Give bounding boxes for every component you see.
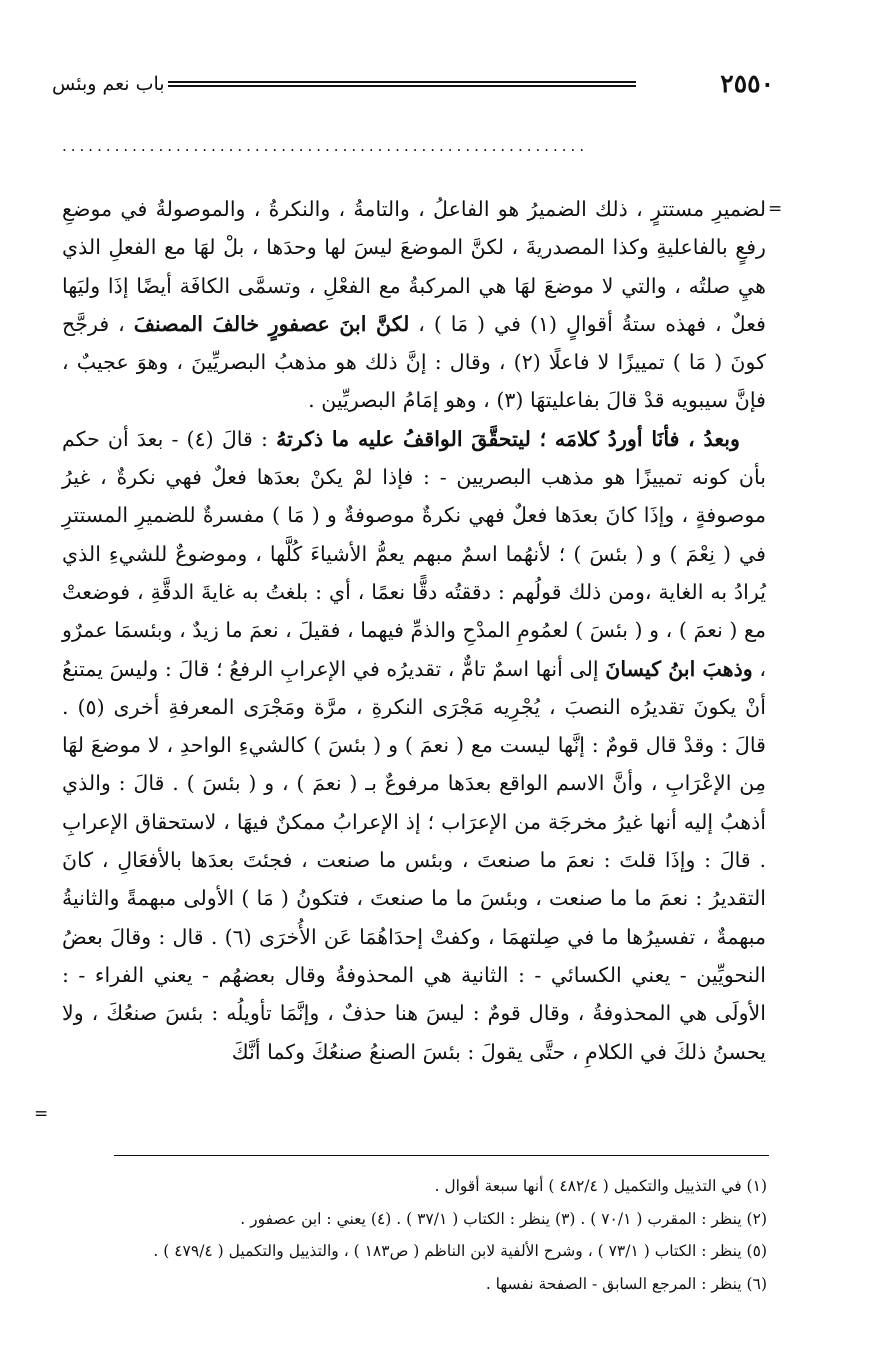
paragraph (62, 420, 766, 1071)
bold-text: وبعدُ ، فأنَا أوردُ كلامَه ؛ ليتحقَّقَ الواقفُ عليه ما ذكرتهُ (276, 426, 740, 451)
footnote: (١) في التذييل والتكميل ( ٤٨٢/٤ ) أنها سبعة أقوال . (434, 1177, 767, 1195)
page-number: ٢٥٥٠ (720, 69, 774, 98)
text-segment: - بعدَ أن حكم بأن كونه تمييزًا هو مذهب البصريين - : فإذا لمْ يكنْ بعدَها فعلٌ فهي نكرةٌ ، غيرُ موصوفةٍ ، وإذَا كانَ بعدَها فعلٌ فهي نكرةٌ موصوفةٌ و ( مَا ) مفسرةٌ للضميرِ المستترِ في ( نِعْمَ ) و ( بئسَ ) ؛ لأنهُما اسمٌ مبهم يعمُّ الأشياءَ كُلَّها ، وموضوعٌ للشيءِ الذي يُرادُ به الغاية ،ومن ذلك قولُهم : دققتُه دقًّا نعمًا ، أي : بلغتُ به غايةَ الدقَّةِ ، فوضعتْ مع ( نعمَ ) ، و ( بئسَ ) لعمُومِ المدْحِ والذمِّ فيهما ، فقيلَ ، نعمَ ما زيدٌ ، وبئسمَا عمرٌو ، (62, 426, 766, 681)
footnote: (٥) ينظر : الكتاب ( ٧٣/١ ) ، وشرح الألفية لابن الناظم ( ص١٨٣ ) ، والتذييل والتكميل ( ٤٧٩/٤ ) . (153, 1242, 767, 1260)
chapter-title: باب نعم وبئس (52, 73, 165, 95)
text-segment: (٥) (77, 694, 105, 719)
text-segment: (٤) (186, 426, 214, 451)
text-segment: ، وهو إمَامُ البصريِّين . (308, 388, 497, 413)
text-segment: . قالَ : وقدْ قال قومٌ : إنَّها ليست مع ( نعمَ ) و ( بئسَ ) كالشيءِ الواحدِ ، لا موضعَ لهَا مِن الإعْرَابِ ، وأنَّ الاسم الواقع بعدَها مرفوعٌ بـ ( نعمَ ) ، و ( بئسَ ) . قالَ : والذي أذهبُ إليه أنها غيرُ مخرجَة من الإعرَاب ؛ إذ الإعرابُ ممكنٌ فيهَا ، لاستحقاق الإعرابِ . قالَ : وإذَا قلتَ : نعمَ ما صنعتَ ، وبئس ما صنعت ، فجئتَ بعدَها بالأفعَالِ ، كانَ التقديرُ : نعمَ ما ما صنعت ، وبئسَ ما ما صنعتَ ، فتكونُ ( مَا ) الأولى مبهمةً والثانيةُ مبهمةٌ ، تفسيرُها ما في صِلتهمَا ، وكفتْ إحدَاهُمَا عَن الأُخرَى (62, 694, 766, 949)
paragraph (62, 190, 766, 420)
footnotes (87, 1170, 767, 1300)
footnote-rule (114, 1155, 769, 1156)
text-segment: في ( مَا ) ، (409, 311, 530, 336)
continuation-mark-start: = (768, 199, 783, 219)
main-text (62, 190, 766, 1071)
text-segment: (٦) (224, 924, 252, 949)
text-segment: (١) (529, 311, 558, 336)
text-segment: . قال : وقالَ بعضُ النحويِّين - يعني الكسائي - : الثانية هي المحذوفةُ وقال بعضهُم - يعني الفراء - : الأولَى هي المحذوفةُ ، وقال قومٌ : ليسَ هنا حذفٌ ، وإنَّمَا تأويلُه : بئسَ صنعُكَ ، ولا يحسنُ ذلكَ في الكلامِ ، حتَّى يقولَ : بئسَ الصنعُ صنعُكَ وكما أنَّكَ (62, 924, 766, 1064)
footnote: (٢) ينظر : المقرب ( ٧٠/١ ) . (٣) ينظر : الكتاب ( ٣٧/١ ) . (٤) يعني : ابن عصفور . (240, 1209, 767, 1228)
page-header (52, 66, 774, 106)
header-rule (168, 81, 636, 87)
text-segment: ، فرجَّح كونَ ( مَا ) تمييزًا لا فاعلًا (62, 311, 766, 375)
text-segment: : قالَ (213, 426, 277, 451)
text-segment: (٢) (513, 350, 541, 375)
text-segment: (٣) (496, 388, 524, 413)
text-segment: إلى أنها اسمٌ تامٌّ ، تقديرُه في الإعرابِ الرفعُ ؛ قالَ : وليسَ يمتنعُ أنْ يكونَ تقديرُه النصبَ ، يُجْرِيه مَجْرَى النكرةِ ، مرَّة ومَجْرَى المعرفةِ أخرى (62, 656, 767, 719)
text-segment: ، وقال : إنَّ ذلك هو مذهبُ البصريِّينَ ، وهوَ عجيبٌ ، فإنَّ سيبويه قدْ قالَ بفاعليتهَا (62, 350, 766, 413)
bold-text: لكنَّ ابنَ عصفورٍ خالفَ المصنفَ (133, 311, 410, 336)
bold-text: وذهبَ ابنُ كيسانَ (605, 656, 753, 681)
continuation-mark-end: = (34, 1104, 49, 1124)
footnote: (٦) ينظر : المرجع السابق - الصفحة نفسها . (485, 1274, 767, 1293)
dotted-separator: ............................................................ (62, 137, 589, 155)
text-segment: لضميرِ مستترٍ ، ذلك الضميرُ هو الفاعلُ ، والتامةُ ، والنكرةُ ، والموصولةُ في موضعِ رفعٍ بالفاعليةِ وكذا المصدريةَ ، لكنَّ الموضعَ ليسَ لها وحدَها ، بلْ لهَا مع الفعلِ الذي هيِ صلتُه ، والتي لا موضعَ لهَا هي المركبةُ مع الفعْلِ ، وتسمَّى الكافَة أيضًا إذَا وليَها فعلٌ ، فهذه ستةُ أقوالٍ (62, 197, 766, 336)
